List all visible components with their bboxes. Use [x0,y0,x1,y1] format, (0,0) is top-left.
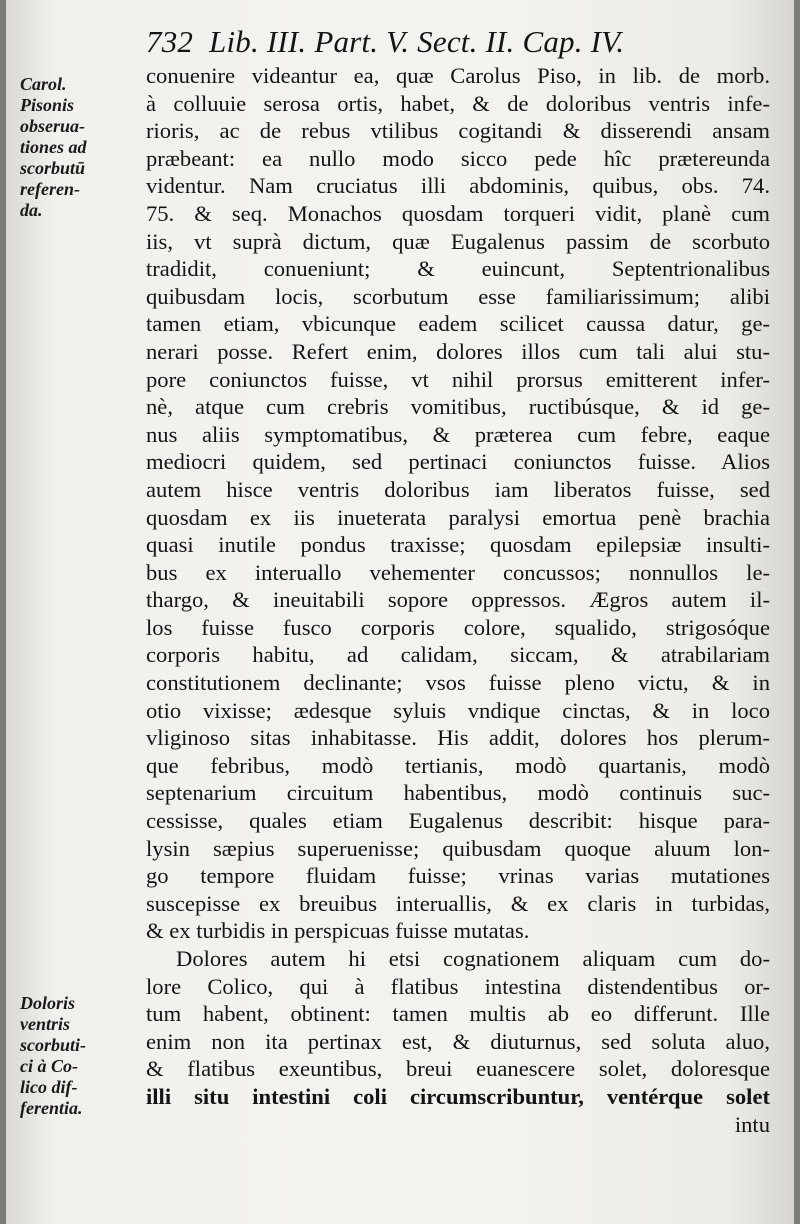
text-line: autem hisce ventris doloribus iam liberatos fuisse, sed [146,476,770,502]
text-line: nus aliis symptomatibus, & præterea cum febre, eaque [146,421,770,447]
margin-note-line: ventris [20,1014,71,1034]
book-page [6,0,794,1224]
text-line: lore Colico, qui à flatibus intestina distendentibus or- [146,973,770,999]
text-line: suscepisse ex breuibus interuallis, & ex claris in turbidas, [146,890,770,916]
text-line: Dolores autem hi etsi cognationem aliquam cum do- [176,946,770,971]
margin-note-line: lico dif- [20,1077,78,1097]
text-line: 75. & seq. Monachos quosdam torqueri vidit, planè cum [146,200,770,226]
text-line: tamen etiam, vbicunque eadem scilicet caussa datur, ge- [146,311,770,337]
margin-note-line: tiones ad [20,137,87,157]
running-header: 732 Lib. III. Part. V. Sect. II. Cap. IV. [146,24,625,59]
text-line: rioris, ac de rebus vtilibus cogitandi & disserendi ansam [146,118,770,144]
text-line: videntur. Nam cruciatus illi abdominis, quibus, obs. 74. [146,173,770,199]
text-line: nerari posse. Refert enim, dolores illos cum tali alui stu- [146,338,770,364]
margin-note-doloris [20,993,148,1119]
margin-note-line: scorbuti- [20,1035,87,1055]
text-line: constitutionem declinante; vsos fuisse pleno victu, & in [146,670,770,696]
text-line: tum habent, obtinent: tamen multis ab eo differunt. Ille [146,1001,770,1027]
text-line: enim non ita pertinax est, & diuturnus, sed soluta aluo, [146,1028,770,1054]
text-line: quibusdam locis, scorbutum esse familiarissimum; alibi [146,283,770,309]
text-line: nè, atque cum crebris vomitibus, ructibúsque, & id ge- [146,394,770,420]
margin-note-line: ci à Co- [20,1056,78,1076]
text-line: conuenire videantur ea, quæ Carolus Piso, in lib. de morb. [146,63,770,88]
text-line: go tempore fluidam fuisse; vrinas varias mutationes [146,863,770,889]
text-line: præbeant: ea nullo modo sicco pede hîc prætereunda [146,145,770,171]
text-line: corporis habitu, ad calidam, siccam, & atrabilariam [146,642,770,668]
text-line: thargo, & ineuitabili sopore oppressos. Ægros autem il- [146,587,770,613]
text-line: otio vixisse; ædesque syluis vndique cinctas, & in loco [146,697,770,723]
margin-note-line: Doloris [20,993,76,1013]
text-line: tradidit, conueniunt; & euincunt, Septentrionalibus [146,256,770,282]
margin-note-line: Pisonis [20,95,75,115]
text-line: quasi inutile pondus traxisse; quosdam epilepsiæ insulti- [146,532,770,558]
text-line: los fuisse fusco corporis colore, squalido, strigosóque [146,614,770,640]
margin-note-line: da. [20,200,43,220]
margin-note-line: scorbutū [20,158,86,178]
main-text [146,62,770,1138]
margin-note-line: obserua- [20,116,86,136]
text-line: mediocri quidem, sed pertinaci coniunctos fuisse. Alios [146,449,770,475]
margin-note-piso [20,74,148,221]
margin-note-line: ferentia. [20,1098,83,1118]
catchword: intu [734,1111,770,1137]
text-line: & ex turbidis in perspicuas fuisse mutatas. [146,918,530,944]
text-line: à colluuie serosa ortis, habet, & de doloribus ventris infe- [146,90,770,116]
text-line: quosdam ex iis inueterata paralysi emortua penè brachia [146,504,770,530]
text-line: septenarium circuitum habentibus, modò continuis suc- [146,780,770,806]
text-line: pore coniunctos fuisse, vt nihil prorsus emitterent infer- [146,366,770,392]
margin-note-line: Carol. [20,74,67,94]
text-line: & flatibus exeuntibus, breui euanescere solet, doloresque [146,1056,770,1082]
text-line: bus ex interuallo vehementer concussos; nonnullos le- [146,559,770,585]
text-line: que febribus, modò tertianis, modò quartanis, modò [146,752,770,778]
text-line: vliginoso sitas inhabitasse. His addit, dolores hos plerum- [146,725,770,751]
text-line: iis, vt suprà dictum, quæ Eugalenus passim de scorbuto [146,228,770,254]
text-line: cessisse, quales etiam Eugalenus describit: hisque para- [146,808,770,834]
margin-note-line: referen- [20,179,80,199]
text-line: illi situ intestini coli circumscribuntur, ventérque solet [146,1083,770,1109]
text-line: lysin sæpius superuenisse; quibusdam quoque aluum lon- [146,835,770,861]
